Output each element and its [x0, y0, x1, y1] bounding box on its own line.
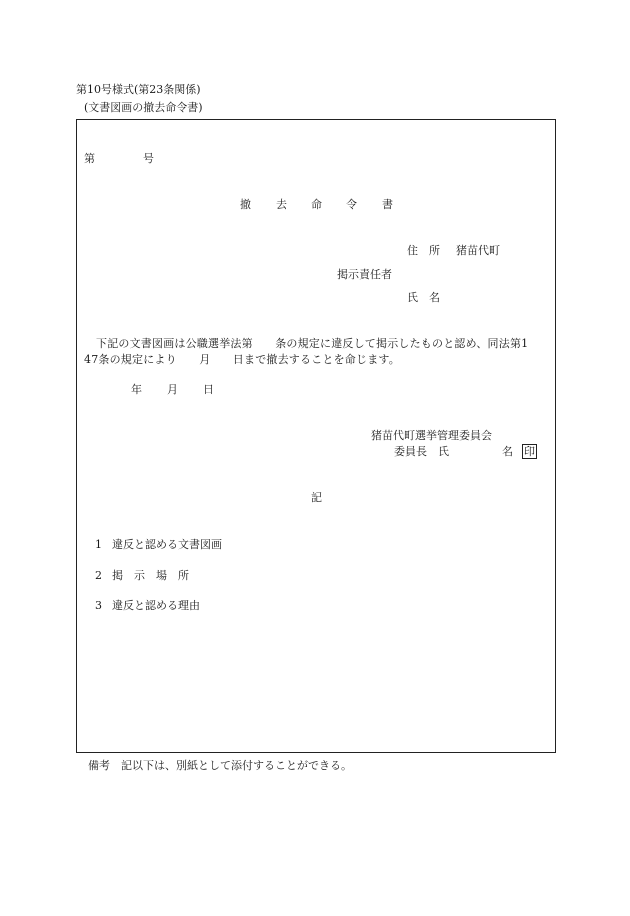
address-value: 猪苗代町 [456, 244, 500, 257]
item-number: 1 [95, 538, 102, 551]
ki-heading: 記 [311, 491, 322, 504]
item-text: 違反と認める文書図画 [112, 538, 222, 551]
title-char: 撤 [240, 198, 251, 211]
form-title-label: (文書図画の撤去命令書) [84, 101, 203, 114]
item-text: 違反と認める理由 [112, 599, 200, 612]
poster-responsible-label: 掲示責任者 [337, 268, 392, 281]
title-char: 去 [276, 198, 287, 211]
seal-mark: 印 [524, 445, 535, 458]
title-char: 命 [311, 198, 322, 211]
document-number-go: 号 [143, 152, 154, 165]
body-text-line-1: 下記の文書図画は公職選挙法第 条の規定に違反して掲示したものと認め、同法第1 [96, 337, 529, 350]
title-char: 令 [346, 198, 357, 211]
chair-label: 委員長 氏 [394, 445, 449, 458]
name-label: 氏 名 [407, 291, 440, 304]
item-number: 2 [95, 569, 102, 582]
date-month: 月 [167, 383, 178, 396]
date-day: 日 [203, 383, 214, 396]
issuer-name: 猪苗代町選挙管理委員会 [371, 429, 492, 442]
item-number: 3 [95, 599, 102, 612]
footer-remark: 備考 記以下は、別紙として添付することができる。 [88, 759, 352, 772]
document-number-dai: 第 [84, 152, 95, 165]
body-text-line-2: 47条の規定により 月 日まで撤去することを命じます。 [84, 353, 400, 366]
form-number-label: 第10号様式(第23条関係) [76, 83, 201, 96]
address-label: 住 所 [407, 244, 440, 257]
date-year: 年 [131, 383, 142, 396]
item-text: 掲 示 場 所 [112, 569, 189, 582]
chair-mei: 名 [502, 445, 513, 458]
title-char: 書 [382, 198, 393, 211]
